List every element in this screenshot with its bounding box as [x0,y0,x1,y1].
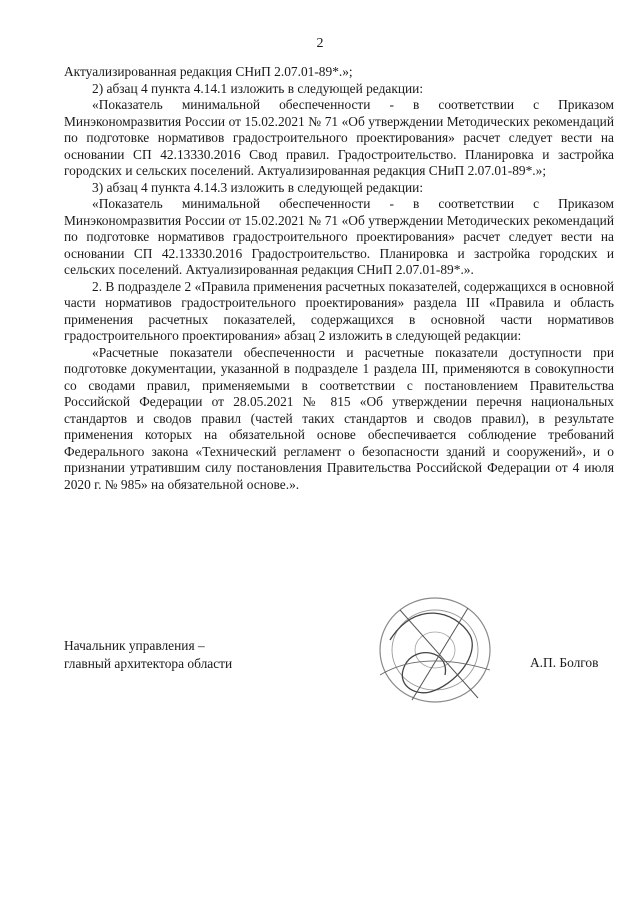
paragraph-item-3: 3) абзац 4 пункта 4.14.3 изложить в следующей редакции: [92,179,424,195]
document-body [64,64,614,493]
paragraph-section-2: 2. В подразделе 2 «Правила применения расчетных показателей, содержащихся в основной части нормативов градостроительного проектирования» раздела III «Правила и область применения расчетных показателей, содержащихся в основной части нормативов градостроительного проектирования» абзац 2 изложить в следующей редакции: [64,278,614,343]
signature-title-line-2: главный архитектора области [64,656,233,671]
official-stamp-with-signature [360,580,510,720]
paragraph-continuation: Актуализированная редакция СНиП 2.07.01-89*.»; [64,64,353,79]
signature-title-line-1: Начальник управления – [64,638,205,653]
paragraph-item-2: 2) абзац 4 пункта 4.14.1 изложить в следующей редакции: [92,80,424,96]
signature-title [64,637,232,673]
paragraph-quote-4-14-1: «Показатель минимальной обеспеченности - в соответствии с Приказом Минэкономразвития России от 15.02.2021 № 71 «Об утверждении Методических рекомендаций по подготовке нормативов градостроительного проектирования» расчет следует вести на основании СП 42.13330.2016 Свод правил. Градостроительство. Планировка и застройка городских и сельских поселений. Актуализированная редакция СНиП 2.07.01-89*.»; [64,97,614,178]
signatory-name: А.П. Болгов [530,655,599,670]
paragraph-quote-section-2: «Расчетные показатели обеспеченности и расчетные показатели доступности при подготовке документации, указанной в подразделе 1 раздела III, применяются в совокупности со сводами правил, применяемыми в соответствии с постановлением Правительства Российской Федерации от 28.05.2021 № 815 «Об утверждении перечня национальных стандартов и сводов правил (частей таких стандартов и сводов правил), в результате применения которых на обязательной основе обеспечивается соблюдение требований Федерального закона «Технический регламент о безопасности зданий и сооружений», и о признании утратившим силу постановления Правительства Российской Федерации от 4 июля 2020 г. № 985» на обязательной основе.». [64,344,614,492]
page-number: 2 [316,36,324,51]
paragraph-quote-4-14-3: «Показатель минимальной обеспеченности - в соответствии с Приказом Минэкономразвития России от 15.02.2021 № 71 «Об утверждении Методических рекомендаций по подготовке нормативов градостроительного проектирования» расчет следует вести на основании СП 42.13330.2016 Градостроительство. Планировка и застройка городских и сельских поселений. Актуализированная редакция СНиП 2.07.01-89*.». [64,196,614,277]
